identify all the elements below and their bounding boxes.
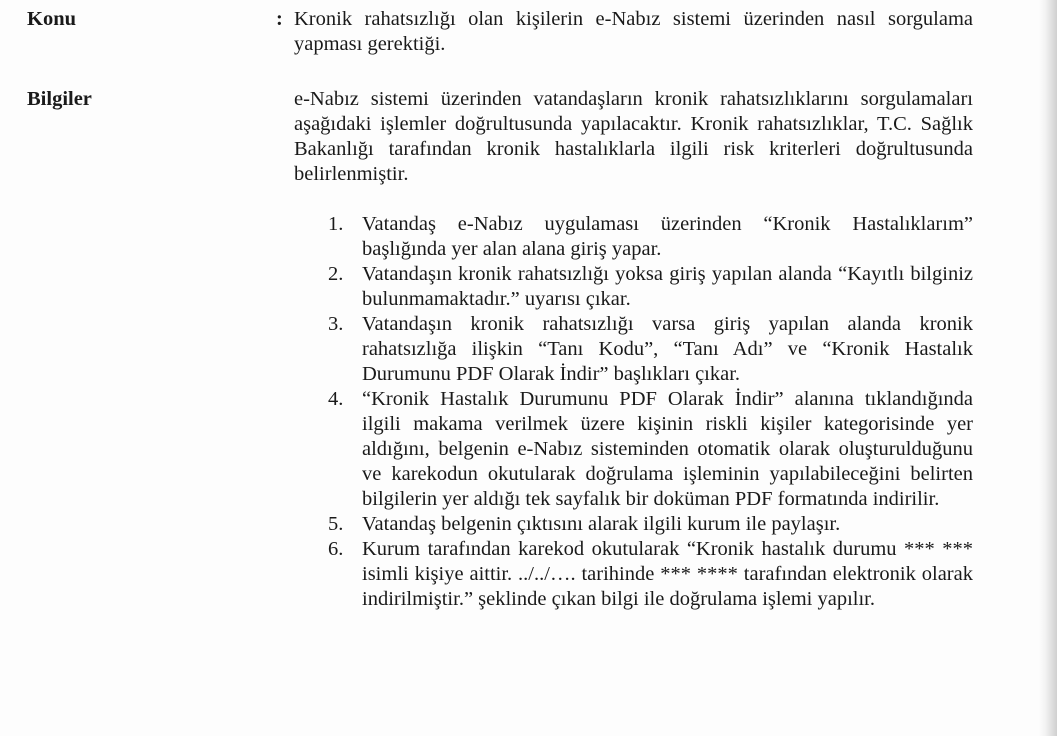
bilgiler-label: Bilgiler <box>27 88 92 110</box>
step-text: Vatandaş e-Nabız uygulaması üzerinden “Kronik Hastalıklarım” başlığında yer alan alana giriş yapar. <box>362 213 973 260</box>
page-right-shadow <box>1039 0 1057 736</box>
step-text: Kurum tarafından karekod okutularak “Kronik hastalık durumu *** *** isimli kişiye aittir. ../../…. tarihinde *** **** tarafından elektronik olarak indirilmiştir.” şeklinde çıkan bilgi ile doğrulama işlemi yapılır. <box>362 538 973 610</box>
step-number: 3. <box>328 313 344 335</box>
list-item <box>322 312 973 387</box>
step-text: Vatandaş belgenin çıktısını alarak ilgili kurum ile paylaşır. <box>362 513 841 535</box>
step-text: “Kronik Hastalık Durumunu PDF Olarak İndir” alanına tıklandığında ilgili makama verilmek üzere kişinin riskli kişiler kategorisinde yer aldığını, belgenin e-Nabız sisteminden otomatik olarak oluşturulduğunu ve karekodun okutularak doğrulama işleminin yapılabileceğini belirten bilgilerin yer aldığı tek sayfalık bir doküman PDF formatında indirilir. <box>362 388 973 510</box>
konu-label: Konu <box>27 8 76 30</box>
steps-list <box>322 212 973 612</box>
list-item <box>322 262 973 312</box>
list-item <box>322 212 973 262</box>
step-text: Vatandaşın kronik rahatsızlığı yoksa giriş yapılan alanda “Kayıtlı bilginiz bulunmamaktadır.” uyarısı çıkar. <box>362 263 973 310</box>
step-number: 1. <box>328 213 344 235</box>
konu-colon: : <box>276 8 283 30</box>
step-text: Vatandaşın kronik rahatsızlığı varsa giriş yapılan alanda kronik rahatsızlığa ilişkin “Tanı Kodu”, “Tanı Adı” ve “Kronik Hastalık Durumunu PDF Olarak İndir” başlıkları çıkar. <box>362 313 973 385</box>
list-item <box>322 387 973 512</box>
list-item <box>322 512 973 537</box>
list-item <box>322 537 973 612</box>
step-number: 2. <box>328 263 344 285</box>
step-number: 5. <box>328 513 344 535</box>
step-number: 4. <box>328 388 344 410</box>
bilgiler-text: e-Nabız sistemi üzerinden vatandaşların kronik rahatsızlıklarını sorgulamaları aşağıdaki işlemler doğrultusunda yapılacaktır. Kronik rahatsızlıklar, T.C. Sağlık Bakanlığı tarafından kronik hastalıklarla ilgili risk kriterleri doğrultusunda belirlenmiştir. <box>294 88 973 185</box>
konu-text: Kronik rahatsızlığı olan kişilerin e-Nabız sistemi üzerinden nasıl sorgulama yapması gerektiği. <box>294 8 973 55</box>
step-number: 6. <box>328 538 344 560</box>
